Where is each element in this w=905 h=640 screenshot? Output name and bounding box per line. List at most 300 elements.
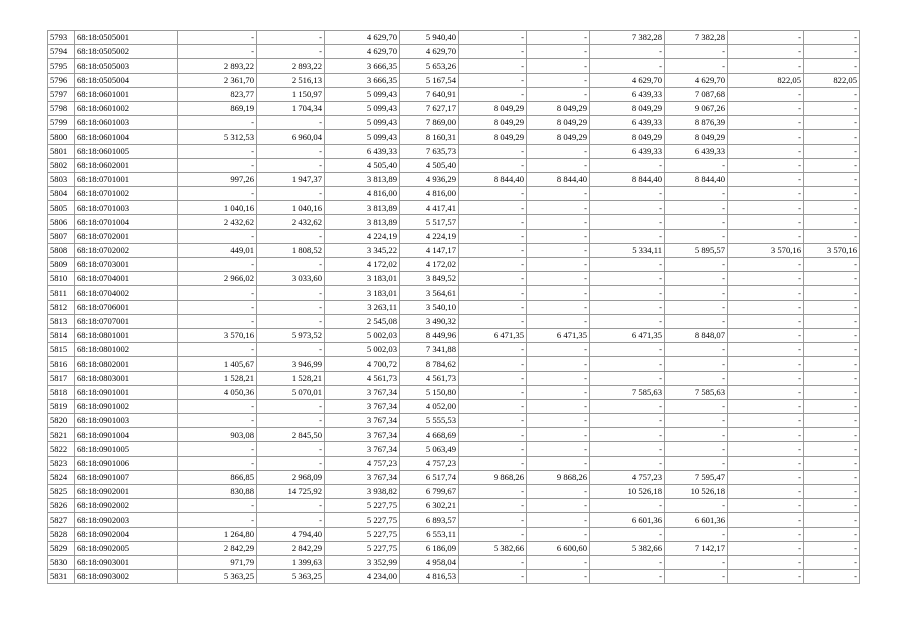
row-number-cell: 5815 bbox=[48, 343, 75, 357]
value-col-8-cell: 8 049,29 bbox=[665, 130, 728, 144]
value-col-1-cell: - bbox=[178, 442, 257, 456]
value-col-3-cell: 3 938,82 bbox=[325, 485, 400, 499]
cadastral-code-cell: 68:18:0901003 bbox=[75, 414, 178, 428]
value-col-7-cell: 4 757,23 bbox=[590, 470, 665, 484]
value-col-3-cell: 3 813,89 bbox=[325, 201, 400, 215]
value-col-2-cell: - bbox=[257, 158, 325, 172]
row-number-cell: 5812 bbox=[48, 300, 75, 314]
value-col-4-cell: 7 627,17 bbox=[400, 101, 459, 115]
table-row bbox=[48, 385, 860, 399]
value-col-9-cell: - bbox=[728, 314, 804, 328]
cadastral-code-cell: 68:18:0801002 bbox=[75, 343, 178, 357]
value-col-2-cell: 1 040,16 bbox=[257, 201, 325, 215]
value-col-6-cell: 8 049,29 bbox=[527, 130, 590, 144]
value-col-1-cell: - bbox=[178, 343, 257, 357]
value-col-8-cell: 7 382,28 bbox=[665, 31, 728, 45]
table-row bbox=[48, 456, 860, 470]
value-col-7-cell: - bbox=[590, 158, 665, 172]
value-col-2-cell: 14 725,92 bbox=[257, 485, 325, 499]
value-col-4-cell: 5 517,57 bbox=[400, 215, 459, 229]
value-col-6-cell: - bbox=[527, 300, 590, 314]
value-col-5-cell: - bbox=[459, 428, 527, 442]
value-col-9-cell: - bbox=[728, 187, 804, 201]
table-row bbox=[48, 272, 860, 286]
row-number-cell: 5831 bbox=[48, 570, 75, 584]
table-row bbox=[48, 45, 860, 59]
value-col-9-cell: - bbox=[728, 272, 804, 286]
value-col-3-cell: 4 505,40 bbox=[325, 158, 400, 172]
table-row bbox=[48, 371, 860, 385]
value-col-8-cell: - bbox=[665, 45, 728, 59]
value-col-4-cell: 5 555,53 bbox=[400, 414, 459, 428]
cadastral-code-cell: 68:18:0601001 bbox=[75, 87, 178, 101]
value-col-9-cell: - bbox=[728, 399, 804, 413]
value-col-8-cell: 7 142,17 bbox=[665, 541, 728, 555]
value-col-9-cell: - bbox=[728, 45, 804, 59]
value-col-4-cell: 6 799,67 bbox=[400, 485, 459, 499]
row-number-cell: 5809 bbox=[48, 258, 75, 272]
value-col-10-cell: - bbox=[804, 428, 860, 442]
value-col-3-cell: 3 183,01 bbox=[325, 272, 400, 286]
value-col-8-cell: - bbox=[665, 357, 728, 371]
value-col-5-cell: - bbox=[459, 314, 527, 328]
value-col-4-cell: 6 186,09 bbox=[400, 541, 459, 555]
value-col-1-cell: - bbox=[178, 399, 257, 413]
cadastral-code-cell: 68:18:0601005 bbox=[75, 144, 178, 158]
value-col-1-cell: - bbox=[178, 300, 257, 314]
row-number-cell: 5800 bbox=[48, 130, 75, 144]
value-col-2-cell: 2 893,22 bbox=[257, 59, 325, 73]
row-number-cell: 5794 bbox=[48, 45, 75, 59]
value-col-2-cell: 2 516,13 bbox=[257, 73, 325, 87]
value-col-2-cell: 2 845,50 bbox=[257, 428, 325, 442]
value-col-6-cell: - bbox=[527, 343, 590, 357]
value-col-7-cell: 7 585,63 bbox=[590, 385, 665, 399]
cadastral-code-cell: 68:18:0802001 bbox=[75, 357, 178, 371]
value-col-6-cell: - bbox=[527, 201, 590, 215]
value-col-1-cell: 449,01 bbox=[178, 243, 257, 257]
table-row bbox=[48, 215, 860, 229]
cadastral-code-cell: 68:18:0707001 bbox=[75, 314, 178, 328]
value-col-10-cell: - bbox=[804, 101, 860, 115]
table-row bbox=[48, 116, 860, 130]
row-number-cell: 5816 bbox=[48, 357, 75, 371]
value-col-7-cell: 8 844,40 bbox=[590, 172, 665, 186]
cadastral-code-cell: 68:18:0902001 bbox=[75, 485, 178, 499]
value-col-9-cell: - bbox=[728, 87, 804, 101]
value-col-7-cell: - bbox=[590, 399, 665, 413]
value-col-6-cell: - bbox=[527, 272, 590, 286]
value-col-2-cell: 4 794,40 bbox=[257, 527, 325, 541]
value-col-5-cell: - bbox=[459, 59, 527, 73]
value-col-7-cell: - bbox=[590, 272, 665, 286]
row-number-cell: 5798 bbox=[48, 101, 75, 115]
table-row bbox=[48, 31, 860, 45]
value-col-10-cell: - bbox=[804, 187, 860, 201]
value-col-2-cell: - bbox=[257, 45, 325, 59]
table-row bbox=[48, 357, 860, 371]
value-col-7-cell: 8 049,29 bbox=[590, 101, 665, 115]
row-number-cell: 5810 bbox=[48, 272, 75, 286]
value-col-3-cell: 3 767,34 bbox=[325, 385, 400, 399]
value-col-9-cell: 822,05 bbox=[728, 73, 804, 87]
value-col-9-cell: - bbox=[728, 116, 804, 130]
value-col-5-cell: - bbox=[459, 243, 527, 257]
value-col-9-cell: - bbox=[728, 513, 804, 527]
value-col-9-cell: - bbox=[728, 442, 804, 456]
table-row bbox=[48, 328, 860, 342]
value-col-6-cell: - bbox=[527, 144, 590, 158]
value-col-4-cell: 8 160,31 bbox=[400, 130, 459, 144]
value-col-8-cell: - bbox=[665, 286, 728, 300]
value-col-5-cell: - bbox=[459, 272, 527, 286]
value-col-4-cell: 4 816,00 bbox=[400, 187, 459, 201]
value-col-10-cell: - bbox=[804, 442, 860, 456]
value-col-8-cell: 10 526,18 bbox=[665, 485, 728, 499]
value-col-3-cell: 2 545,08 bbox=[325, 314, 400, 328]
table-row bbox=[48, 59, 860, 73]
value-col-5-cell: - bbox=[459, 414, 527, 428]
value-col-5-cell: - bbox=[459, 73, 527, 87]
value-col-8-cell: 6 601,36 bbox=[665, 513, 728, 527]
value-col-3-cell: 3 666,35 bbox=[325, 73, 400, 87]
value-col-3-cell: 5 002,03 bbox=[325, 343, 400, 357]
table-row bbox=[48, 243, 860, 257]
value-col-8-cell: - bbox=[665, 300, 728, 314]
value-col-1-cell: 2 361,70 bbox=[178, 73, 257, 87]
row-number-cell: 5797 bbox=[48, 87, 75, 101]
value-col-8-cell: 7 087,68 bbox=[665, 87, 728, 101]
row-number-cell: 5796 bbox=[48, 73, 75, 87]
value-col-3-cell: 5 227,75 bbox=[325, 513, 400, 527]
value-col-10-cell: - bbox=[804, 272, 860, 286]
value-col-6-cell: - bbox=[527, 73, 590, 87]
value-col-10-cell: - bbox=[804, 328, 860, 342]
value-col-1-cell: 1 528,21 bbox=[178, 371, 257, 385]
value-col-5-cell: - bbox=[459, 201, 527, 215]
value-col-6-cell: - bbox=[527, 527, 590, 541]
value-col-10-cell: - bbox=[804, 385, 860, 399]
table-row bbox=[48, 570, 860, 584]
value-col-9-cell: - bbox=[728, 59, 804, 73]
cadastral-code-cell: 68:18:0702001 bbox=[75, 229, 178, 243]
value-col-8-cell: - bbox=[665, 527, 728, 541]
value-col-5-cell: 8 844,40 bbox=[459, 172, 527, 186]
value-col-6-cell: 8 844,40 bbox=[527, 172, 590, 186]
value-col-4-cell: 6 517,74 bbox=[400, 470, 459, 484]
value-col-5-cell: - bbox=[459, 513, 527, 527]
value-col-6-cell: - bbox=[527, 414, 590, 428]
value-col-1-cell: 997,26 bbox=[178, 172, 257, 186]
row-number-cell: 5817 bbox=[48, 371, 75, 385]
row-number-cell: 5803 bbox=[48, 172, 75, 186]
value-col-9-cell: - bbox=[728, 144, 804, 158]
row-number-cell: 5799 bbox=[48, 116, 75, 130]
value-col-6-cell: - bbox=[527, 258, 590, 272]
value-col-10-cell: - bbox=[804, 414, 860, 428]
row-number-cell: 5826 bbox=[48, 499, 75, 513]
value-col-2-cell: 1 150,97 bbox=[257, 87, 325, 101]
value-col-7-cell: - bbox=[590, 343, 665, 357]
value-col-7-cell: 6 471,35 bbox=[590, 328, 665, 342]
value-col-5-cell: - bbox=[459, 45, 527, 59]
value-col-5-cell: - bbox=[459, 485, 527, 499]
value-col-4-cell: 7 635,73 bbox=[400, 144, 459, 158]
value-col-3-cell: 3 813,89 bbox=[325, 215, 400, 229]
value-col-4-cell: 5 653,26 bbox=[400, 59, 459, 73]
value-col-5-cell: 9 868,26 bbox=[459, 470, 527, 484]
value-col-10-cell: - bbox=[804, 158, 860, 172]
value-col-4-cell: 4 224,19 bbox=[400, 229, 459, 243]
value-col-2-cell: - bbox=[257, 187, 325, 201]
table-row bbox=[48, 428, 860, 442]
value-col-6-cell: - bbox=[527, 45, 590, 59]
value-col-1-cell: - bbox=[178, 286, 257, 300]
value-col-1-cell: 4 050,36 bbox=[178, 385, 257, 399]
value-col-6-cell: - bbox=[527, 499, 590, 513]
value-col-4-cell: 7 869,00 bbox=[400, 116, 459, 130]
value-col-8-cell: - bbox=[665, 499, 728, 513]
value-col-3-cell: 4 757,23 bbox=[325, 456, 400, 470]
value-col-6-cell: 6 471,35 bbox=[527, 328, 590, 342]
cadastral-code-cell: 68:18:0505003 bbox=[75, 59, 178, 73]
value-col-10-cell: - bbox=[804, 45, 860, 59]
value-col-5-cell: 5 382,66 bbox=[459, 541, 527, 555]
value-col-2-cell: 1 399,63 bbox=[257, 555, 325, 569]
value-col-7-cell: - bbox=[590, 371, 665, 385]
value-col-5-cell: - bbox=[459, 187, 527, 201]
table-row bbox=[48, 130, 860, 144]
value-col-3-cell: 5 099,43 bbox=[325, 116, 400, 130]
cadastral-code-cell: 68:18:0602001 bbox=[75, 158, 178, 172]
row-number-cell: 5806 bbox=[48, 215, 75, 229]
value-col-5-cell: - bbox=[459, 357, 527, 371]
value-col-5-cell: - bbox=[459, 527, 527, 541]
value-col-1-cell: - bbox=[178, 229, 257, 243]
row-number-cell: 5827 bbox=[48, 513, 75, 527]
value-col-7-cell: - bbox=[590, 555, 665, 569]
value-col-9-cell: - bbox=[728, 31, 804, 45]
value-col-10-cell: - bbox=[804, 541, 860, 555]
value-col-2-cell: 3 946,99 bbox=[257, 357, 325, 371]
row-number-cell: 5813 bbox=[48, 314, 75, 328]
value-col-1-cell: - bbox=[178, 31, 257, 45]
value-col-2-cell: - bbox=[257, 144, 325, 158]
value-col-1-cell: - bbox=[178, 314, 257, 328]
value-col-4-cell: 4 757,23 bbox=[400, 456, 459, 470]
value-col-7-cell: - bbox=[590, 59, 665, 73]
value-col-7-cell: 6 601,36 bbox=[590, 513, 665, 527]
value-col-1-cell: - bbox=[178, 414, 257, 428]
table-row bbox=[48, 101, 860, 115]
value-col-4-cell: 7 640,91 bbox=[400, 87, 459, 101]
table-row bbox=[48, 158, 860, 172]
table-row bbox=[48, 286, 860, 300]
cadastral-code-cell: 68:18:0902002 bbox=[75, 499, 178, 513]
value-col-6-cell: - bbox=[527, 485, 590, 499]
value-col-2-cell: 2 432,62 bbox=[257, 215, 325, 229]
value-col-9-cell: - bbox=[728, 428, 804, 442]
value-col-3-cell: 5 227,75 bbox=[325, 527, 400, 541]
value-col-5-cell: - bbox=[459, 300, 527, 314]
value-col-8-cell: 8 844,40 bbox=[665, 172, 728, 186]
value-col-2-cell: - bbox=[257, 314, 325, 328]
value-col-6-cell: - bbox=[527, 570, 590, 584]
value-col-7-cell: - bbox=[590, 442, 665, 456]
value-col-4-cell: 3 490,32 bbox=[400, 314, 459, 328]
value-col-2-cell: - bbox=[257, 456, 325, 470]
value-col-3-cell: 4 224,19 bbox=[325, 229, 400, 243]
value-col-1-cell: 1 264,80 bbox=[178, 527, 257, 541]
value-col-7-cell: - bbox=[590, 428, 665, 442]
value-col-10-cell: - bbox=[804, 399, 860, 413]
row-number-cell: 5795 bbox=[48, 59, 75, 73]
value-col-6-cell: - bbox=[527, 229, 590, 243]
cadastral-code-cell: 68:18:0903002 bbox=[75, 570, 178, 584]
cadastral-code-cell: 68:18:0901004 bbox=[75, 428, 178, 442]
cadastral-code-cell: 68:18:0901002 bbox=[75, 399, 178, 413]
value-col-4-cell: 7 341,88 bbox=[400, 343, 459, 357]
value-col-7-cell: 6 439,33 bbox=[590, 116, 665, 130]
value-col-10-cell: - bbox=[804, 499, 860, 513]
value-col-8-cell: - bbox=[665, 442, 728, 456]
value-col-1-cell: - bbox=[178, 513, 257, 527]
value-col-3-cell: 3 183,01 bbox=[325, 286, 400, 300]
value-col-6-cell: - bbox=[527, 357, 590, 371]
value-col-2-cell: 5 363,25 bbox=[257, 570, 325, 584]
value-col-3-cell: 4 629,70 bbox=[325, 31, 400, 45]
value-col-6-cell: - bbox=[527, 442, 590, 456]
data-table bbox=[47, 30, 860, 584]
cadastral-code-cell: 68:18:0901006 bbox=[75, 456, 178, 470]
table-row bbox=[48, 343, 860, 357]
cadastral-code-cell: 68:18:0801001 bbox=[75, 328, 178, 342]
value-col-10-cell: - bbox=[804, 258, 860, 272]
row-number-cell: 5819 bbox=[48, 399, 75, 413]
cadastral-code-cell: 68:18:0703001 bbox=[75, 258, 178, 272]
row-number-cell: 5829 bbox=[48, 541, 75, 555]
value-col-9-cell: - bbox=[728, 357, 804, 371]
value-col-10-cell: - bbox=[804, 343, 860, 357]
value-col-7-cell: - bbox=[590, 300, 665, 314]
value-col-2-cell: - bbox=[257, 399, 325, 413]
value-col-4-cell: 4 172,02 bbox=[400, 258, 459, 272]
value-col-6-cell: - bbox=[527, 399, 590, 413]
value-col-6-cell: - bbox=[527, 31, 590, 45]
value-col-6-cell: - bbox=[527, 87, 590, 101]
value-col-8-cell: - bbox=[665, 258, 728, 272]
value-col-8-cell: - bbox=[665, 456, 728, 470]
value-col-10-cell: - bbox=[804, 470, 860, 484]
value-col-7-cell: - bbox=[590, 570, 665, 584]
value-col-1-cell: 5 363,25 bbox=[178, 570, 257, 584]
value-col-4-cell: 3 540,10 bbox=[400, 300, 459, 314]
value-col-1-cell: - bbox=[178, 116, 257, 130]
value-col-1-cell: 3 570,16 bbox=[178, 328, 257, 342]
row-number-cell: 5825 bbox=[48, 485, 75, 499]
value-col-4-cell: 4 668,69 bbox=[400, 428, 459, 442]
value-col-9-cell: - bbox=[728, 158, 804, 172]
value-col-6-cell: - bbox=[527, 215, 590, 229]
value-col-1-cell: 2 432,62 bbox=[178, 215, 257, 229]
value-col-9-cell: - bbox=[728, 527, 804, 541]
value-col-8-cell: 8 876,39 bbox=[665, 116, 728, 130]
value-col-5-cell: - bbox=[459, 31, 527, 45]
row-number-cell: 5805 bbox=[48, 201, 75, 215]
table-row bbox=[48, 541, 860, 555]
value-col-1-cell: - bbox=[178, 45, 257, 59]
value-col-4-cell: 4 052,00 bbox=[400, 399, 459, 413]
value-col-5-cell: - bbox=[459, 144, 527, 158]
table-row bbox=[48, 144, 860, 158]
value-col-2-cell: - bbox=[257, 229, 325, 243]
value-col-5-cell: - bbox=[459, 215, 527, 229]
value-col-6-cell: - bbox=[527, 314, 590, 328]
value-col-3-cell: 4 629,70 bbox=[325, 45, 400, 59]
table-row bbox=[48, 499, 860, 513]
value-col-8-cell: - bbox=[665, 59, 728, 73]
value-col-4-cell: 4 561,73 bbox=[400, 371, 459, 385]
value-col-2-cell: 1 947,37 bbox=[257, 172, 325, 186]
value-col-7-cell: 6 439,33 bbox=[590, 87, 665, 101]
value-col-2-cell: - bbox=[257, 343, 325, 357]
table-row bbox=[48, 414, 860, 428]
table-row bbox=[48, 470, 860, 484]
value-col-9-cell: - bbox=[728, 343, 804, 357]
value-col-4-cell: 8 449,96 bbox=[400, 328, 459, 342]
value-col-5-cell: 8 049,29 bbox=[459, 116, 527, 130]
value-col-3-cell: 6 439,33 bbox=[325, 144, 400, 158]
cadastral-code-cell: 68:18:0601002 bbox=[75, 101, 178, 115]
value-col-10-cell: - bbox=[804, 286, 860, 300]
value-col-8-cell: - bbox=[665, 414, 728, 428]
value-col-2-cell: - bbox=[257, 31, 325, 45]
cadastral-code-cell: 68:18:0701004 bbox=[75, 215, 178, 229]
value-col-7-cell: 5 382,66 bbox=[590, 541, 665, 555]
value-col-2-cell: 3 033,60 bbox=[257, 272, 325, 286]
value-col-8-cell: - bbox=[665, 343, 728, 357]
value-col-8-cell: - bbox=[665, 314, 728, 328]
value-col-2-cell: 6 960,04 bbox=[257, 130, 325, 144]
table-row bbox=[48, 513, 860, 527]
row-number-cell: 5820 bbox=[48, 414, 75, 428]
value-col-7-cell: - bbox=[590, 414, 665, 428]
table-row bbox=[48, 442, 860, 456]
table-row bbox=[48, 87, 860, 101]
value-col-2-cell: 5 070,01 bbox=[257, 385, 325, 399]
cadastral-code-cell: 68:18:0704002 bbox=[75, 286, 178, 300]
value-col-9-cell: - bbox=[728, 385, 804, 399]
value-col-10-cell: - bbox=[804, 229, 860, 243]
value-col-8-cell: - bbox=[665, 399, 728, 413]
value-col-7-cell: - bbox=[590, 314, 665, 328]
value-col-5-cell: 8 049,29 bbox=[459, 101, 527, 115]
value-col-3-cell: 3 767,34 bbox=[325, 414, 400, 428]
value-col-9-cell: - bbox=[728, 555, 804, 569]
value-col-4-cell: 4 958,04 bbox=[400, 555, 459, 569]
value-col-3-cell: 3 345,22 bbox=[325, 243, 400, 257]
value-col-3-cell: 3 813,89 bbox=[325, 172, 400, 186]
value-col-3-cell: 4 561,73 bbox=[325, 371, 400, 385]
cadastral-code-cell: 68:18:0505004 bbox=[75, 73, 178, 87]
value-col-4-cell: 6 893,57 bbox=[400, 513, 459, 527]
row-number-cell: 5822 bbox=[48, 442, 75, 456]
value-col-6-cell: - bbox=[527, 59, 590, 73]
value-col-8-cell: - bbox=[665, 229, 728, 243]
value-col-4-cell: 5 063,49 bbox=[400, 442, 459, 456]
value-col-5-cell: - bbox=[459, 456, 527, 470]
value-col-7-cell: 5 334,11 bbox=[590, 243, 665, 257]
